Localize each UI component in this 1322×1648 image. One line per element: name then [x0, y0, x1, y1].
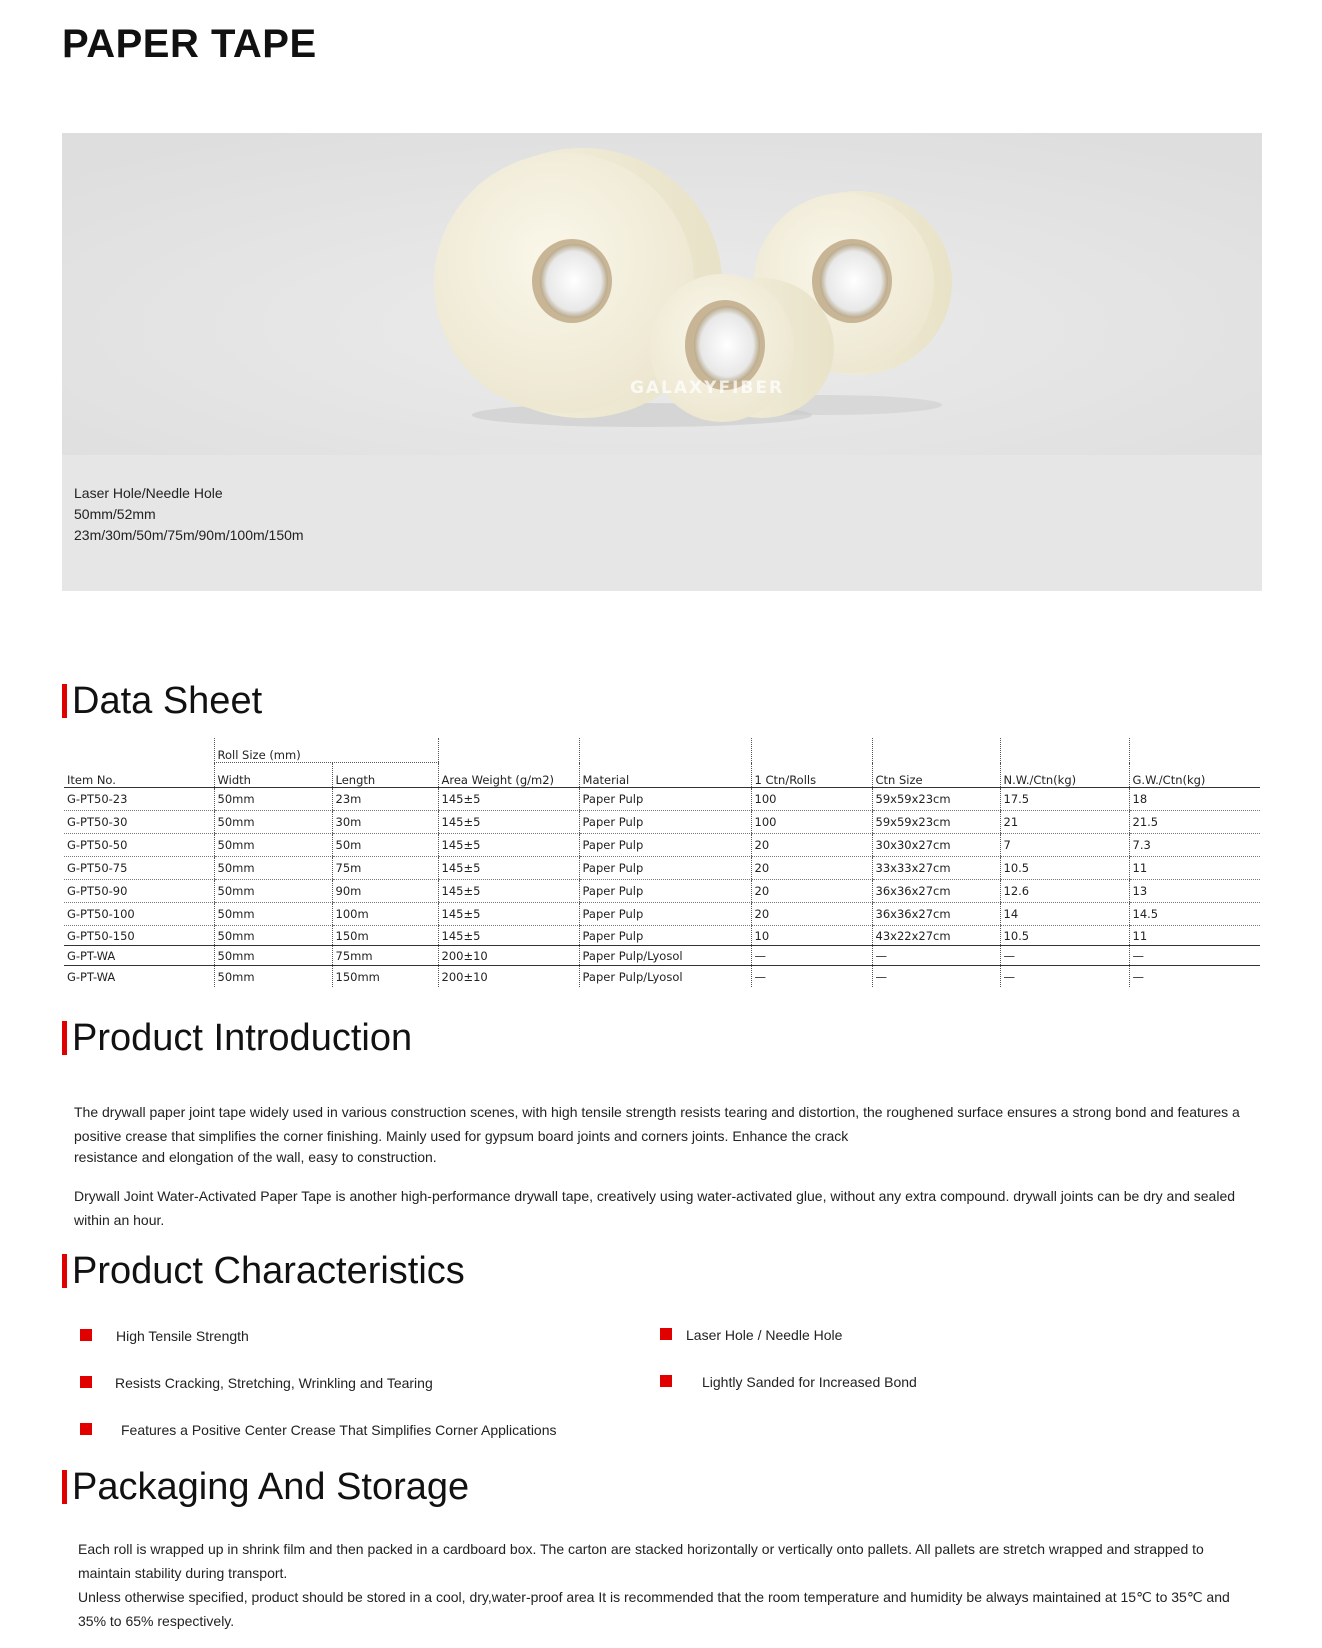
table-row — [64, 811, 1260, 834]
table-cell: 33x33x27cm — [872, 857, 1000, 880]
table-cell: G-PT-WA — [64, 946, 214, 966]
column-header: Length — [332, 763, 438, 788]
column-header: Width — [214, 763, 332, 788]
empty-header-cell — [438, 738, 579, 763]
paragraph-line: resistance and elongation of the wall, easy to construction. — [74, 1149, 437, 1165]
heading-text: Product Characteristics — [72, 1250, 465, 1292]
table-cell: 10.5 — [1000, 857, 1129, 880]
table-cell: 11 — [1129, 926, 1260, 946]
table-cell: 145±5 — [438, 811, 579, 834]
column-header: Area Weight (g/m2) — [438, 763, 579, 788]
table-cell: G-PT50-100 — [64, 903, 214, 926]
table-cell: 200±10 — [438, 946, 579, 966]
table-cell: 36x36x27cm — [872, 903, 1000, 926]
column-header: Material — [579, 763, 751, 788]
table-cell: 100m — [332, 903, 438, 926]
heading-text: Data Sheet — [72, 680, 263, 722]
heading-accent-bar — [62, 1254, 67, 1288]
table-cell: 50mm — [214, 946, 332, 966]
empty-header-cell — [751, 738, 872, 763]
data-sheet-table-wrapper — [64, 738, 1260, 987]
table-row — [64, 857, 1260, 880]
table-cell: 7 — [1000, 834, 1129, 857]
packaging-paragraph — [78, 1537, 1268, 1633]
table-cell: 50mm — [214, 926, 332, 946]
table-cell: 50m — [332, 834, 438, 857]
section-heading-packaging-and-storage — [62, 1467, 469, 1507]
table-group-header-row — [64, 738, 1260, 763]
table-cell: Paper Pulp — [579, 788, 751, 811]
table-cell: 14 — [1000, 903, 1129, 926]
data-sheet-table — [64, 738, 1260, 987]
table-cell: 50mm — [214, 903, 332, 926]
section-heading-data-sheet — [62, 681, 262, 721]
heading-accent-bar — [62, 1470, 67, 1504]
table-cell: 50mm — [214, 880, 332, 903]
table-row — [64, 946, 1260, 966]
table-cell: Paper Pulp — [579, 811, 751, 834]
feature-text: Resists Cracking, Stretching, Wrinkling and Tearing — [115, 1375, 433, 1391]
table-cell: — — [872, 946, 1000, 966]
section-heading-product-introduction — [62, 1018, 412, 1058]
red-square-bullet-icon — [660, 1375, 672, 1387]
paragraph-line: Each roll is wrapped up in shrink film and then packed in a cardboard box. The carton are stacked horizontally or vertically onto pallets. All pallets are stretch wrapped and strapped to — [78, 1541, 1204, 1557]
table-cell: 50mm — [214, 834, 332, 857]
table-cell: — — [751, 946, 872, 966]
table-cell: 145±5 — [438, 880, 579, 903]
table-cell: 36x36x27cm — [872, 880, 1000, 903]
table-cell: 20 — [751, 857, 872, 880]
table-cell: — — [872, 966, 1000, 988]
empty-header-cell — [872, 738, 1000, 763]
table-cell: — — [751, 966, 872, 988]
empty-header-cell — [1129, 738, 1260, 763]
table-cell: G-PT50-30 — [64, 811, 214, 834]
empty-header-cell — [64, 738, 214, 763]
feature-text: High Tensile Strength — [116, 1328, 249, 1344]
table-row — [64, 903, 1260, 926]
paragraph-line: Drywall Joint Water-Activated Paper Tape is another high-performance drywall tape, creatively using water-activated glue, without any extra compound. drywall joints can be dry and sealed — [74, 1188, 1236, 1204]
table-cell: G-PT50-23 — [64, 788, 214, 811]
paragraph-line: Unless otherwise specified, product should be stored in a cool, dry,water-proof area It is recommended that the room temperature and humidity be always maintained at 15℃ to 35℃ and — [78, 1589, 1230, 1605]
table-row — [64, 926, 1260, 946]
red-square-bullet-icon — [80, 1423, 92, 1435]
table-cell: 145±5 — [438, 857, 579, 880]
table-cell: G-PT50-75 — [64, 857, 214, 880]
product-hero-panel — [62, 133, 1262, 591]
heading-text: Packaging And Storage — [72, 1466, 470, 1508]
caption-line: Laser Hole/Needle Hole — [74, 485, 223, 501]
table-cell: 145±5 — [438, 903, 579, 926]
table-cell: 18 — [1129, 788, 1260, 811]
red-square-bullet-icon — [80, 1376, 92, 1388]
table-cell: 30x30x27cm — [872, 834, 1000, 857]
feature-text: Laser Hole / Needle Hole — [686, 1327, 843, 1343]
paper-tape-rolls-illustration — [62, 133, 1262, 455]
table-cell: 100 — [751, 811, 872, 834]
caption-line: 23m/30m/50m/75m/90m/100m/150m — [74, 527, 304, 543]
table-cell: 145±5 — [438, 788, 579, 811]
paragraph-line: within an hour. — [74, 1212, 165, 1228]
table-cell: 50mm — [214, 857, 332, 880]
paragraph-line: 35% to 65% respectively. — [78, 1613, 235, 1629]
table-cell: 90m — [332, 880, 438, 903]
empty-header-cell — [579, 738, 751, 763]
table-cell: 20 — [751, 903, 872, 926]
table-cell: 150mm — [332, 966, 438, 988]
column-header: 1 Ctn/Rolls — [751, 763, 872, 788]
table-cell: 43x22x27cm — [872, 926, 1000, 946]
product-image — [62, 133, 1262, 455]
table-cell: 50mm — [214, 966, 332, 988]
red-square-bullet-icon — [660, 1328, 672, 1340]
table-cell: 21.5 — [1129, 811, 1260, 834]
introduction-paragraph-1 — [74, 1100, 1264, 1166]
table-cell: 13 — [1129, 880, 1260, 903]
table-cell: 14.5 — [1129, 903, 1260, 926]
caption-line: 50mm/52mm — [74, 506, 156, 522]
table-cell: 59x59x23cm — [872, 811, 1000, 834]
table-row — [64, 966, 1260, 988]
table-header-row — [64, 763, 1260, 788]
paragraph-line: The drywall paper joint tape widely used in various construction scenes, with high tensile strength resists tearing and distortion, the roughened surface ensures a strong bond and features a — [74, 1104, 1240, 1120]
group-header-roll-size: Roll Size (mm) — [214, 738, 438, 763]
hero-caption — [74, 483, 304, 546]
section-heading-product-characteristics — [62, 1251, 465, 1291]
table-cell: Paper Pulp — [579, 880, 751, 903]
page-title: PAPER TAPE — [62, 22, 317, 66]
heading-accent-bar — [62, 1021, 67, 1055]
table-cell: 21 — [1000, 811, 1129, 834]
paragraph-line: maintain stability during transport. — [78, 1565, 288, 1581]
table-body — [64, 788, 1260, 988]
table-cell: 20 — [751, 834, 872, 857]
table-cell: — — [1129, 946, 1260, 966]
table-row — [64, 834, 1260, 857]
table-cell: 50mm — [214, 811, 332, 834]
table-cell: 10 — [751, 926, 872, 946]
introduction-paragraph-2 — [74, 1184, 1264, 1232]
table-cell: 145±5 — [438, 834, 579, 857]
column-header: G.W./Ctn(kg) — [1129, 763, 1260, 788]
table-cell: 12.6 — [1000, 880, 1129, 903]
table-cell: Paper Pulp — [579, 926, 751, 946]
table-cell: 23m — [332, 788, 438, 811]
table-cell: Paper Pulp — [579, 903, 751, 926]
table-row — [64, 788, 1260, 811]
table-cell: 10.5 — [1000, 926, 1129, 946]
table-cell: 200±10 — [438, 966, 579, 988]
heading-accent-bar — [62, 684, 67, 718]
table-cell: Paper Pulp/Lyosol — [579, 946, 751, 966]
column-header: Item No. — [64, 763, 214, 788]
feature-text: Features a Positive Center Crease That Simplifies Corner Applications — [121, 1422, 557, 1438]
watermark-text: GALAXYFIBER — [629, 378, 785, 398]
column-header: Ctn Size — [872, 763, 1000, 788]
table-cell: 50mm — [214, 788, 332, 811]
table-cell: 11 — [1129, 857, 1260, 880]
table-cell: Paper Pulp/Lyosol — [579, 966, 751, 988]
table-cell: 100 — [751, 788, 872, 811]
table-cell: G-PT50-90 — [64, 880, 214, 903]
column-header: N.W./Ctn(kg) — [1000, 763, 1129, 788]
table-cell: Paper Pulp — [579, 857, 751, 880]
table-cell: — — [1129, 966, 1260, 988]
table-cell: 75mm — [332, 946, 438, 966]
table-cell: Paper Pulp — [579, 834, 751, 857]
table-cell: 145±5 — [438, 926, 579, 946]
table-cell: 75m — [332, 857, 438, 880]
table-row — [64, 880, 1260, 903]
heading-text: Product Introduction — [72, 1017, 413, 1059]
table-cell: 7.3 — [1129, 834, 1260, 857]
table-cell: G-PT50-150 — [64, 926, 214, 946]
table-cell: 59x59x23cm — [872, 788, 1000, 811]
table-cell: 17.5 — [1000, 788, 1129, 811]
table-cell: G-PT50-50 — [64, 834, 214, 857]
table-cell: — — [1000, 946, 1129, 966]
table-cell: — — [1000, 966, 1129, 988]
table-cell: 150m — [332, 926, 438, 946]
feature-text: Lightly Sanded for Increased Bond — [702, 1374, 917, 1390]
table-cell: 30m — [332, 811, 438, 834]
red-square-bullet-icon — [80, 1329, 92, 1341]
paragraph-line: positive crease that simplifies the corner finishing. Mainly used for gypsum board joints and corners joints. Enhance the crack — [74, 1128, 849, 1144]
table-cell: G-PT-WA — [67, 969, 116, 984]
table-cell: 20 — [751, 880, 872, 903]
empty-header-cell — [1000, 738, 1129, 763]
